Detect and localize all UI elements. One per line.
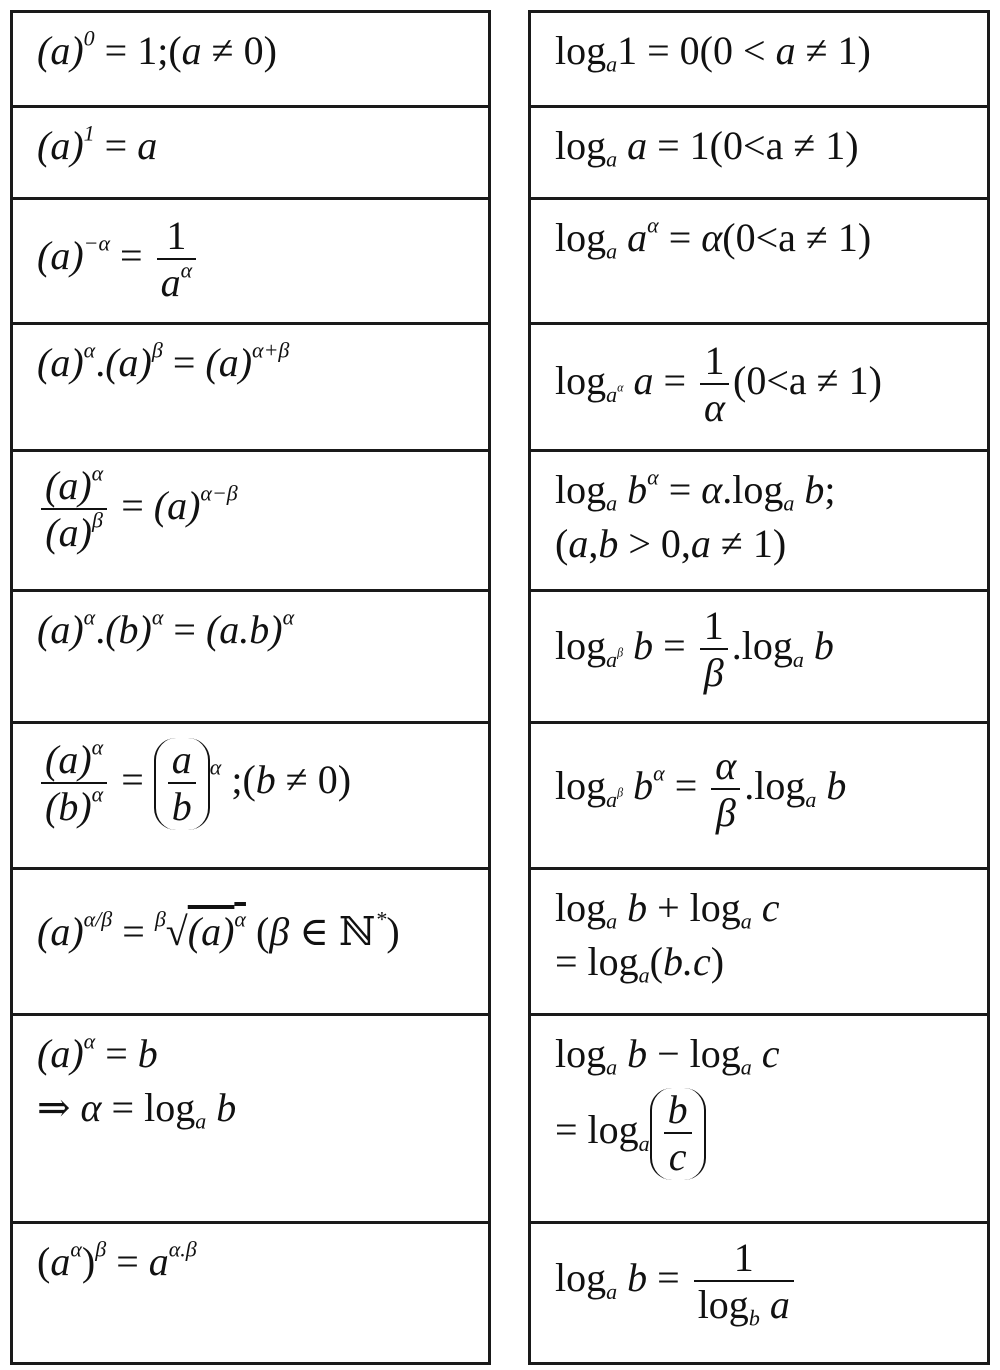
formula-cell-L3: [13, 197, 488, 322]
formula: $\log_{a^\beta} b$ = $\frac{1}{\beta}$ $.\log_a$ b: [555, 603, 834, 695]
formula-cell-R8: [531, 867, 987, 1013]
formula: $\log_a1 = 0(0 < a \ne 1)$: [555, 28, 871, 77]
formula: $\log_a b - \log_a c$ = $\log_a$ $\frac{b}{c}$: [555, 1031, 780, 1179]
formula-cell-R6: [531, 589, 987, 721]
formula: $\log_a b^\alpha = \alpha.\log_a$ b; (a,b > 0,a ≠ 1): [555, 464, 836, 566]
formula-cell-L2: [13, 105, 488, 197]
formula-cell-L5: [13, 449, 488, 589]
formula: $(a)^\alpha.(a)^\beta = (a)^{\alpha+\beta}$: [37, 337, 290, 385]
formula-cell-L8: [13, 867, 488, 1013]
formula: $\log_a b + \log_a c$ = $\log_a(b.c)$: [555, 885, 780, 988]
formula-cell-R2: [531, 105, 987, 197]
formula: $\frac{(a)^\alpha}{(b)^\alpha}$ = $\frac{a}{b}$ $^\alpha$ ;(b ≠ 0): [37, 738, 351, 830]
formula: $\log_a a = 1(0<a \ne 1)$: [555, 123, 859, 172]
formula-cell-R1: [531, 10, 987, 105]
formula: $\log_a a^\alpha = \alpha(0<a \ne 1)$: [555, 212, 872, 264]
formula-cell-R5: [531, 449, 987, 589]
formula: $(a)^\alpha = b$ ⇒ $\alpha = \log_a b$: [37, 1028, 237, 1134]
formula-cell-R3: [531, 197, 987, 322]
formula: $(a)^1 = a$: [37, 120, 158, 168]
left-formula-column: [10, 10, 491, 1365]
formula-cell-L10: [13, 1221, 488, 1365]
formula-cell-R7: [531, 721, 987, 867]
formula-cell-R9: [531, 1013, 987, 1221]
formula-cell-L4: [13, 322, 488, 449]
formula-cell-R10: [531, 1221, 987, 1365]
formula-cell-L1: [13, 10, 488, 105]
formula-cell-R4: [531, 322, 987, 449]
formula: $(a)^0$ = 1;(a ≠ 0): [37, 25, 277, 73]
formula: $\frac{(a)^\alpha}{(a)^\beta}$ = $(a)^{\alpha-\beta}$: [37, 464, 238, 556]
formula: $\log_a b$ = $\frac{1}{\log_b a}$: [555, 1236, 798, 1328]
formula-cell-L9: [13, 1013, 488, 1221]
formula: $(a)^\alpha.(b)^\alpha = (a.b)^\alpha$: [37, 604, 295, 652]
formula: $(a)^{\alpha/\beta} = ^\beta√(a)^\alpha$ (β ∈ ℕ*): [37, 906, 400, 954]
formula: $\log_{a^\alpha} a$ = $\frac{1}{\alpha}$ (0<a ≠ 1): [555, 338, 882, 430]
formula-cell-L7: [13, 721, 488, 867]
formula: $(a^\alpha)^\beta = a^{\alpha.\beta}$: [37, 1236, 197, 1284]
formula: $(a)^{-\alpha}$ = $\frac{1}{a^\alpha}$: [37, 214, 200, 306]
formula-cell-L6: [13, 589, 488, 721]
formula: $\log_{a^\beta} b^\alpha$ = $\frac{\alpha}{\beta}$ $.\log_a$ b: [555, 743, 847, 835]
right-formula-column: [528, 10, 990, 1365]
